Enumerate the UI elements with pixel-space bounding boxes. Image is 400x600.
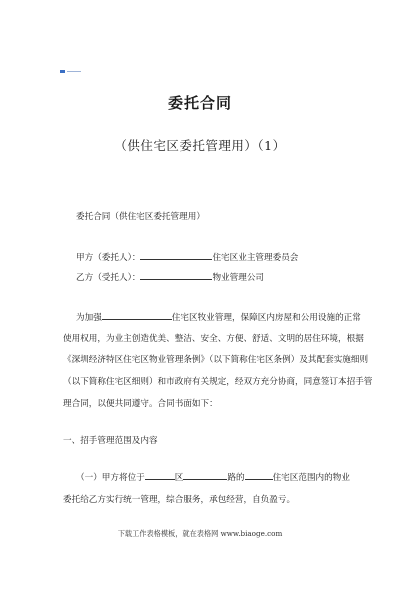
clause-1-line-2: 委托给乙方实行统一管理，综合服务，承包经营，自负盈亏。 — [63, 495, 296, 505]
party-a-blank — [140, 250, 212, 260]
clause-1-road: 路的 — [227, 473, 245, 483]
intro-line-2: 使用权用，为业主创造优美、整洁、安全、方便、舒适、文明的居住环境，根据 — [63, 334, 364, 344]
clause-1-lead: （一）甲方将位于 — [76, 473, 145, 483]
intro-line-1 — [76, 310, 361, 323]
party-b-line — [76, 270, 264, 283]
clause-1-rest: 住宅区范围内的物业 — [272, 473, 350, 483]
estate-blank — [245, 470, 273, 480]
intro-blank — [102, 310, 172, 320]
party-b-blank — [140, 270, 212, 280]
document-subtitle: （供住宅区委托管理用）（1） — [114, 138, 286, 153]
intro-line-3: 《深圳经济特区住宅区物业管理条例》（以下简称住宅区条例）及其配套实施细则 — [63, 355, 369, 365]
document-title: 委托合同 — [167, 94, 232, 112]
intro-line-5: 理合同，以便共同遵守。合同书面如下： — [63, 399, 218, 409]
intro-line1-rest: 住宅区牧业管理，保障区内房屋和公用设施的正常 — [171, 313, 361, 323]
party-a-suffix: 住宅区业主管理委员会 — [212, 253, 299, 263]
party-b-suffix: 物业管理公司 — [212, 273, 265, 283]
heading-line: 委托合同（供住宅区委托管理用） — [76, 212, 205, 222]
clause-1-line-1 — [76, 470, 350, 483]
clause-1-district: 区 — [174, 473, 184, 483]
page-footer: 下载工作表格模板，就在表格网 www.biaoge.com — [117, 529, 283, 538]
party-a-line — [76, 250, 298, 263]
road-blank — [183, 470, 227, 480]
party-a-label: 甲方（委托人）： — [76, 253, 141, 263]
district-blank — [145, 470, 175, 480]
party-b-label: 乙方（受托人）： — [76, 273, 141, 283]
intro-lead: 为加强 — [76, 313, 102, 323]
intro-line-4: （以下简称住宅区细则）和市政府有关规定，经双方充分协商，同意签订本招手管 — [63, 377, 373, 387]
section-1-heading: 一、招手管理范围及内容 — [63, 436, 158, 446]
logo-mark — [60, 70, 81, 73]
